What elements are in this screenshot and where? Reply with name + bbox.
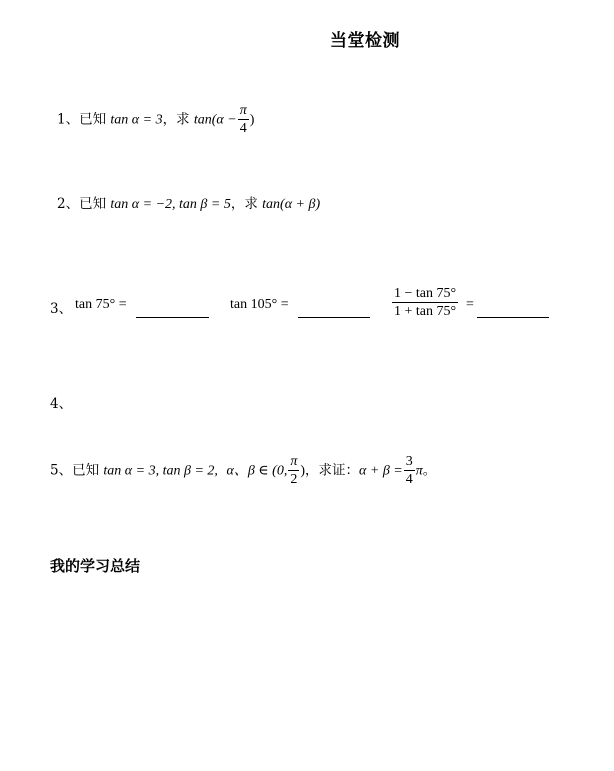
question-5-range-denominator: 2: [290, 472, 298, 487]
question-3-blank-3[interactable]: [477, 302, 549, 318]
question-1-fraction: [238, 104, 249, 136]
question-1-separator: ，求: [162, 111, 190, 128]
question-2-ask: tan(α + β): [262, 197, 321, 212]
summary-title: 我的学习总结: [50, 557, 141, 575]
question-4-number: 4、: [50, 396, 73, 412]
question-5-prove-numerator: 3: [405, 454, 413, 469]
question-2-condition: tan α = −2, tan β = 5: [110, 197, 231, 212]
question-2-text: 已知: [79, 196, 107, 212]
question-5-number: 5、: [50, 462, 73, 479]
question-2-number: 2、: [57, 196, 80, 212]
page-title: 当堂检测: [330, 31, 400, 51]
question-5-end: 。: [422, 462, 437, 479]
question-5-prove-denominator: 4: [405, 472, 413, 487]
question-3-expression-2: tan 105° =: [230, 297, 289, 312]
question-3-equals: =: [466, 297, 474, 312]
question-5-range-prefix: α、β ∈ (0,: [226, 463, 288, 479]
question-3-number: 3、: [50, 301, 73, 317]
question-5: [50, 455, 436, 487]
question-1-condition: tan α = 3: [110, 112, 163, 128]
question-1: [57, 104, 254, 136]
question-1-ask-suffix: ): [249, 112, 255, 128]
question-1-fraction-numerator: π: [239, 103, 247, 118]
question-1-number: 1、: [57, 111, 80, 128]
question-2: [57, 192, 320, 213]
question-3-expression-1: tan 75° =: [75, 297, 127, 312]
question-5-text: 已知: [72, 462, 100, 479]
question-3-blank-1[interactable]: [136, 302, 209, 318]
question-5-range-suffix: ): [300, 463, 306, 479]
question-5-condition: tan α = 3, tan β = 2,: [103, 463, 218, 479]
question-5-range-numerator: π: [290, 454, 298, 469]
question-2-separator: ，求: [230, 196, 258, 212]
question-3-blank-2[interactable]: [298, 302, 370, 318]
question-1-text: 已知: [79, 111, 107, 128]
question-1-ask-prefix: tan(α −: [193, 112, 237, 128]
question-5-prove-fraction: [404, 455, 415, 487]
question-1-fraction-denominator: 4: [239, 121, 247, 136]
question-3-fraction-numerator: 1 − tan 75°: [394, 286, 457, 301]
question-5-prove-suffix: π: [415, 463, 423, 479]
question-3-fraction-denominator: 1 + tan 75°: [394, 304, 457, 319]
question-3-fraction: [391, 287, 459, 319]
question-5-range-fraction: [288, 455, 299, 487]
question-5-prove-label: ，求证：: [305, 462, 360, 479]
question-5-prove-prefix: α + β =: [359, 463, 403, 479]
